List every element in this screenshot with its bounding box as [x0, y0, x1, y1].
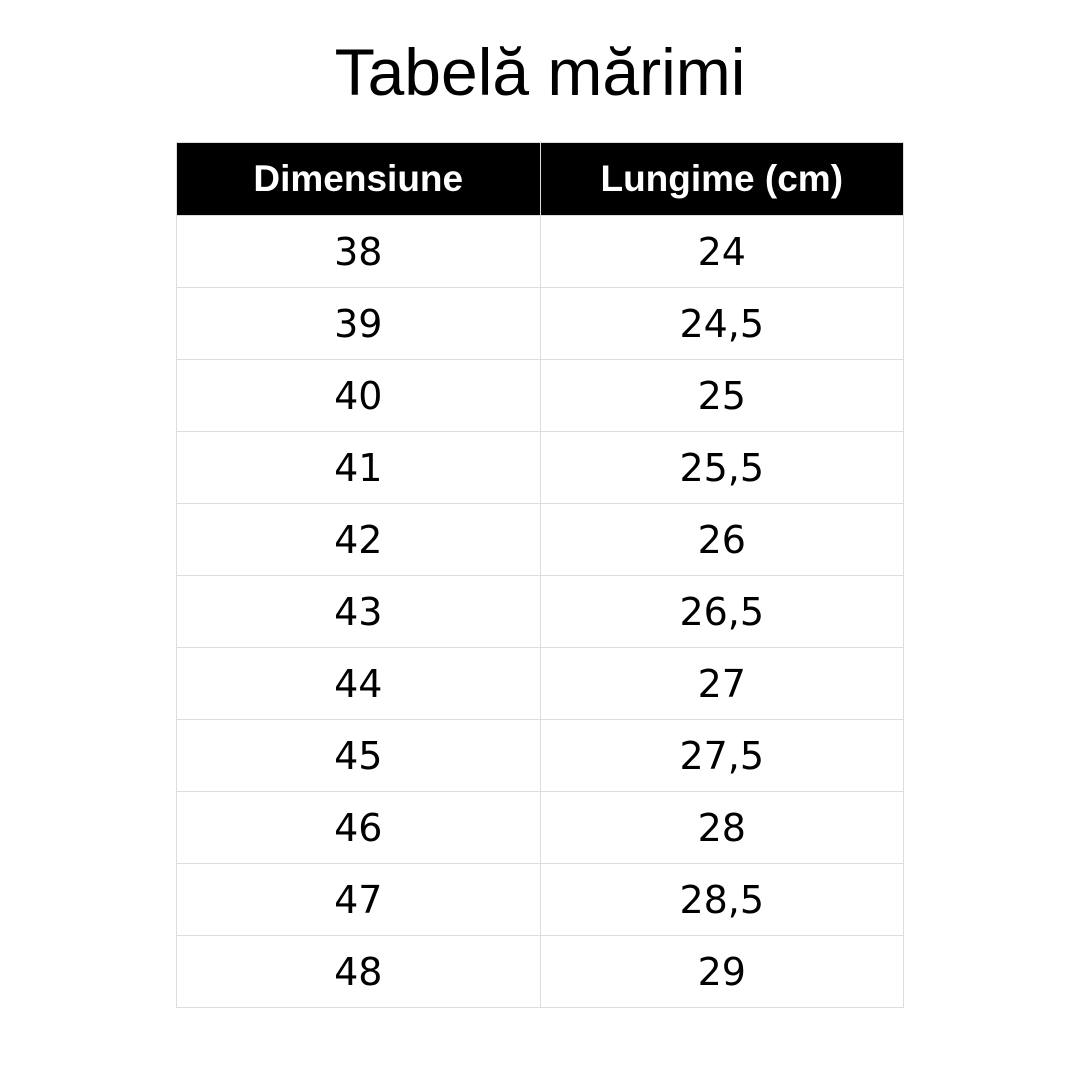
length-cell: 27,5 — [540, 720, 904, 792]
table-row — [177, 288, 904, 360]
length-cell: 27 — [540, 648, 904, 720]
length-cell: 24,5 — [540, 288, 904, 360]
column-header-size: Dimensiune — [177, 143, 541, 216]
size-chart-table — [176, 142, 904, 1008]
length-cell: 25 — [540, 360, 904, 432]
size-cell: 45 — [177, 720, 541, 792]
size-cell: 42 — [177, 504, 541, 576]
table-row — [177, 504, 904, 576]
page-title: Tabelă mărimi — [334, 35, 746, 109]
size-cell: 38 — [177, 216, 541, 288]
size-cell: 39 — [177, 288, 541, 360]
table-row — [177, 648, 904, 720]
column-header-length: Lungime (cm) — [540, 143, 904, 216]
length-cell: 26 — [540, 504, 904, 576]
size-cell: 43 — [177, 576, 541, 648]
size-cell: 41 — [177, 432, 541, 504]
length-cell: 26,5 — [540, 576, 904, 648]
table-row — [177, 792, 904, 864]
length-cell: 28,5 — [540, 864, 904, 936]
length-cell: 29 — [540, 936, 904, 1008]
length-cell: 24 — [540, 216, 904, 288]
size-cell: 47 — [177, 864, 541, 936]
length-cell: 28 — [540, 792, 904, 864]
table-row — [177, 720, 904, 792]
size-cell: 46 — [177, 792, 541, 864]
table-header-row — [177, 143, 904, 216]
size-cell: 48 — [177, 936, 541, 1008]
table-row — [177, 936, 904, 1008]
table-row — [177, 216, 904, 288]
size-cell: 44 — [177, 648, 541, 720]
size-cell: 40 — [177, 360, 541, 432]
table-row — [177, 360, 904, 432]
table-row — [177, 432, 904, 504]
table-row — [177, 864, 904, 936]
length-cell: 25,5 — [540, 432, 904, 504]
table-row — [177, 576, 904, 648]
